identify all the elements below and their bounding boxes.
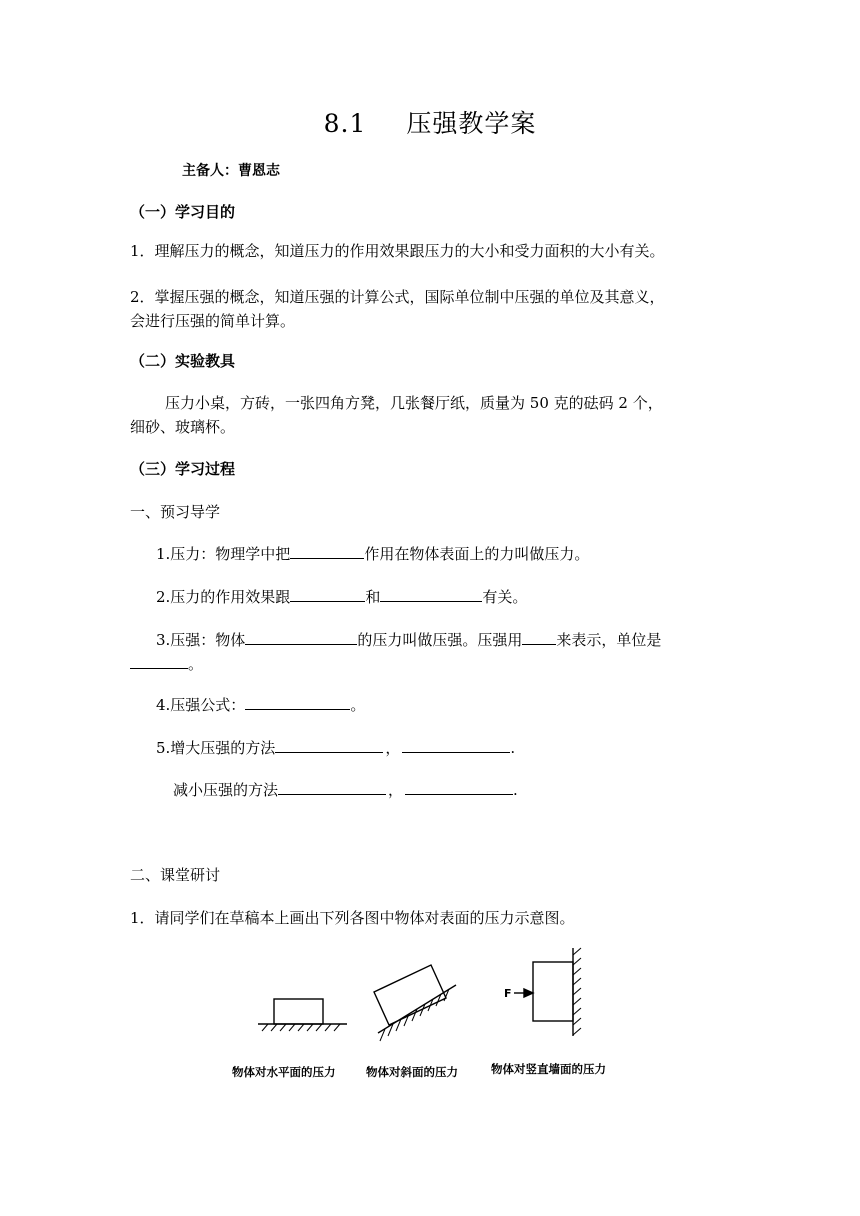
author-line: 主备人：曹恩志 xyxy=(182,163,280,179)
question-3-text-a: 3.压强：物体 xyxy=(156,631,246,649)
force-label: F xyxy=(504,987,512,1000)
caption-wall: 物体对竖直墙面的压力 xyxy=(491,1062,606,1076)
section-heading-process: （三）学习过程 xyxy=(130,460,236,478)
question-4-text-a: 4.压强公式： xyxy=(156,696,246,714)
question-4-text-b: 。 xyxy=(350,696,366,714)
block-on-incline xyxy=(374,965,446,1025)
block-on-wall xyxy=(533,962,573,1021)
equipment-line-2: 细砂、玻璃杯。 xyxy=(130,418,236,436)
incline-figure xyxy=(374,965,456,1041)
question-3-text-c: 来表示，单位是 xyxy=(556,631,662,649)
horizontal-surface-figure xyxy=(258,999,347,1031)
caption-horizontal: 物体对水平面的压力 xyxy=(232,1065,336,1079)
goal-item-1: 1．理解压力的概念，知道压力的作用效果跟压力的大小和受力面积的大小有关。 xyxy=(130,242,665,260)
question-5-end: . xyxy=(510,739,516,757)
classroom-heading: 二、课堂研讨 xyxy=(130,866,221,884)
question-1-text-b: 作用在物体表面上的力叫做压力。 xyxy=(364,545,590,563)
block-on-floor xyxy=(274,999,323,1024)
question-5-text-a: 5.增大压强的方法 xyxy=(156,739,276,757)
title-text: 压强教学案 xyxy=(406,109,537,138)
question-6-end: . xyxy=(513,781,518,799)
question-6-separator: ， xyxy=(388,781,404,799)
question-2-text-a: 2.压力的作用效果跟 xyxy=(156,588,291,606)
preview-heading: 一、预习导学 xyxy=(130,503,221,521)
wall-hatching xyxy=(573,948,581,1035)
question-2-text-c: 有关。 xyxy=(482,588,528,606)
question-1-text-a: 1.压力：物理学中把 xyxy=(156,545,291,563)
goal-item-2-line-1: 2．掌握压强的概念，知道压强的计算公式，国际单位制中压强的单位及其意义， xyxy=(130,288,665,306)
title-number: 8.1 xyxy=(323,109,367,138)
section-heading-equipment: （二）实验教具 xyxy=(130,352,236,370)
question-3-text-b: 的压力叫做压强。压强用 xyxy=(357,631,523,649)
question-6-text-a: 减小压强的方法 xyxy=(173,781,279,799)
caption-incline: 物体对斜面的压力 xyxy=(366,1065,458,1079)
section-heading-goals: （一）学习目的 xyxy=(130,203,236,221)
force-arrow-head xyxy=(524,989,533,997)
floor-hatching xyxy=(262,1024,340,1031)
question-5-separator: ， xyxy=(385,739,401,757)
question-2-text-b: 和 xyxy=(365,588,381,606)
vertical-wall-figure xyxy=(514,948,581,1036)
classroom-item-1: 1．请同学们在草稿本上画出下列各图中物体对表面的压力示意图。 xyxy=(130,909,575,927)
equipment-line-1: 压力小桌，方砖，一张四角方凳，几张餐厅纸，质量为 50 克的砝码 2 个， xyxy=(165,394,663,412)
question-3-text-d: 。 xyxy=(188,655,204,673)
goal-item-2-line-2: 会进行压强的简单计算。 xyxy=(130,312,296,330)
